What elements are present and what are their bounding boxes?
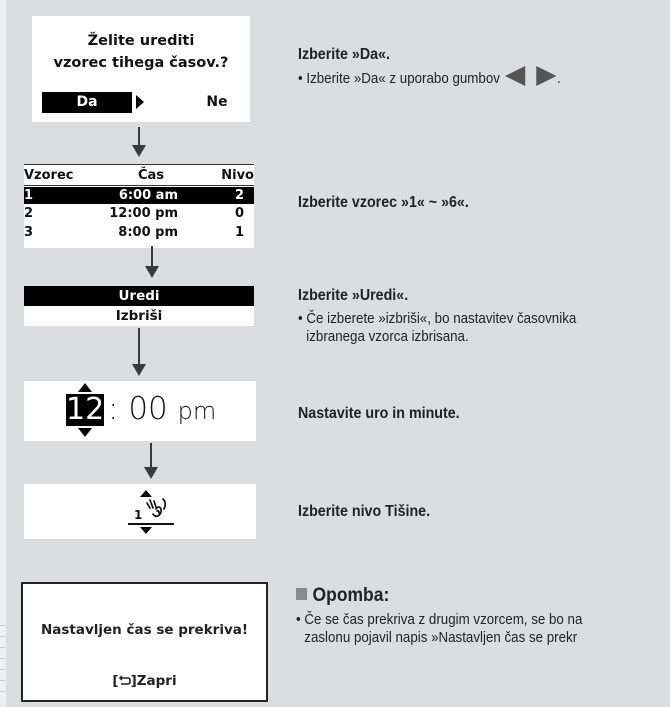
step4-title: Nastavite uro in minute. — [298, 405, 460, 422]
confirm-question: Želite urediti vzorec tihega časov.? — [53, 33, 229, 71]
note-title: Opomba: — [296, 585, 582, 607]
note-bullet: • Če se čas prekriva z drugim vzorcem, se bo na zaslonu pojavil napis »Nastavljen čas se prekr — [296, 612, 583, 646]
caret-right-icon — [136, 95, 144, 109]
flow-arrow-3 — [132, 328, 146, 376]
step3-description — [298, 287, 576, 346]
level-value: 1 — [134, 508, 143, 522]
step1-bullet: • Izberite »Da« z uporabo gumbov . — [298, 66, 561, 88]
left-arrow-button-icon — [505, 66, 525, 86]
menu-item-delete[interactable]: Izbriši — [115, 308, 163, 324]
flow-arrow-1 — [132, 127, 146, 157]
flow-arrow-4 — [144, 443, 158, 479]
step1-title: Izberite »Da«. — [298, 46, 390, 63]
time-rest: : 00 pm — [108, 391, 217, 427]
step2-title: Izberite vzorec »1« ~ »6«. — [298, 194, 469, 211]
flow-arrow-2 — [145, 246, 159, 278]
confirm-edit-screen — [32, 16, 250, 122]
increment-icon[interactable] — [78, 383, 92, 392]
overlap-warning-screen — [21, 582, 268, 702]
hour-field[interactable]: 12 — [66, 392, 105, 427]
table-row[interactable]: 2 12:00 pm 0 — [24, 206, 244, 221]
menu-item-edit[interactable]: Uredi — [24, 286, 254, 306]
step3-bullet: • Če izberete »izbriši«, bo nastavitev časovnika izbranega vzorca izbrisana. — [298, 311, 577, 345]
level-baseline — [128, 523, 174, 525]
step5-description — [298, 503, 430, 521]
note-section — [296, 585, 582, 647]
minutes-field[interactable]: 00 — [128, 391, 168, 427]
table-header: Vzorec Čas Nivo — [24, 166, 254, 186]
decrement-icon[interactable] — [78, 428, 92, 437]
level-down-icon[interactable] — [140, 527, 152, 534]
close-button[interactable]: [ ]Zapri — [112, 673, 177, 689]
step3-title: Izberite »Uredi«. — [298, 287, 409, 304]
time-setting-screen — [24, 381, 256, 441]
step1-description — [298, 46, 561, 88]
ampm-field[interactable]: pm — [177, 397, 217, 425]
table-row[interactable]: 3 8:00 pm 1 — [24, 225, 244, 240]
step5-title: Izberite nivo Tišine. — [298, 503, 431, 520]
level-up-icon[interactable] — [140, 490, 152, 497]
silence-level-screen — [24, 484, 256, 539]
step4-description — [298, 405, 460, 423]
right-arrow-button-icon — [537, 66, 557, 86]
note-square-icon — [296, 588, 307, 600]
hand-wave-icon — [143, 497, 169, 521]
page-margin — [0, 0, 6, 707]
step2-description — [298, 194, 469, 212]
edit-menu — [24, 286, 254, 326]
table-row[interactable]: 1 6:00 am 2 — [24, 187, 254, 204]
warning-message: Nastavljen čas se prekriva! — [40, 622, 249, 638]
margin-ticks — [0, 625, 5, 702]
yes-option[interactable]: Da — [42, 92, 132, 113]
return-icon — [119, 675, 131, 686]
pattern-table — [24, 164, 254, 248]
no-option[interactable]: Ne — [206, 94, 228, 110]
